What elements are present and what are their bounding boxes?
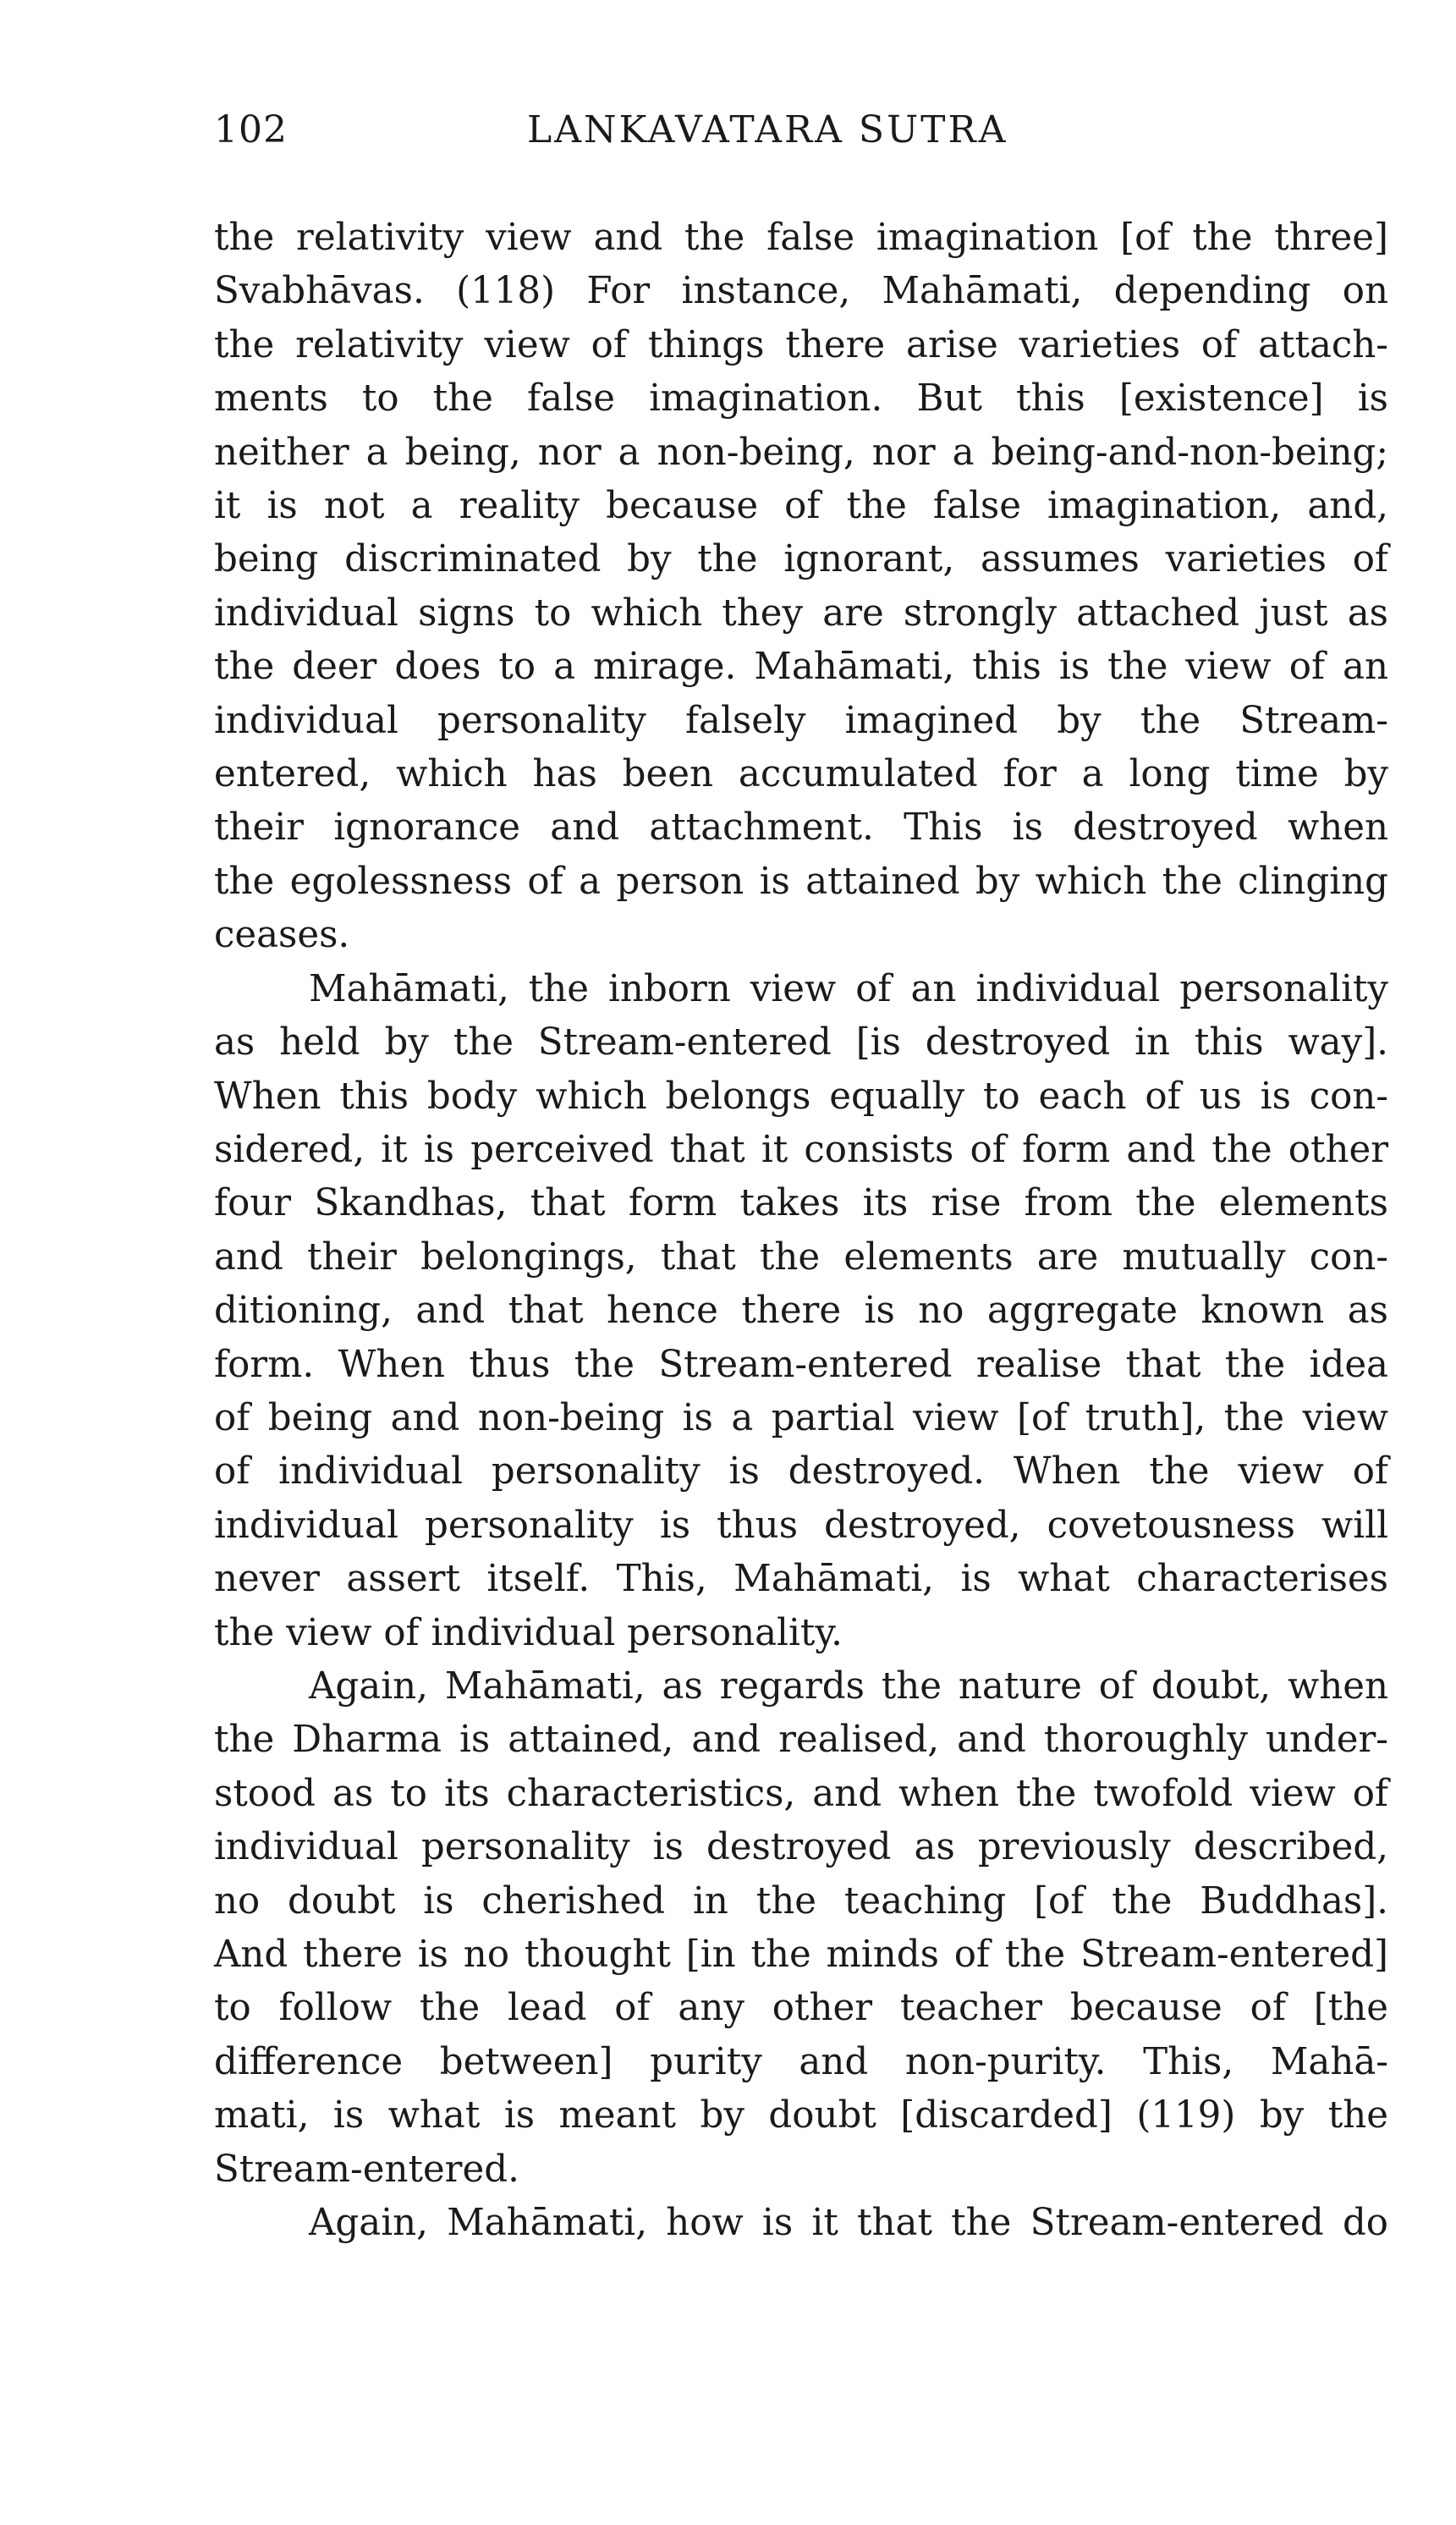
text-line: ditioning, and that hence there is no aggregate known as [214, 1290, 1388, 1333]
text-line: Svabhāvas. (118) For instance, Mahāmati, depending on [214, 270, 1388, 313]
text-line: of being and non-being is a partial view [of truth], the view [214, 1396, 1388, 1439]
text-line: neither a being, nor a non-being, nor a being-and-non-being; [214, 431, 1388, 474]
text-line: Mahāmati, the inborn view of an individual personality [309, 967, 1388, 1010]
text-line: their ignorance and attachment. This is destroyed when [214, 806, 1388, 850]
text-line: no doubt is cherished in the teaching [of the Buddhas]. [214, 1879, 1388, 1923]
text-line: individual personality is destroyed as previously described, [214, 1826, 1388, 1869]
text-line: it is not a reality because of the false imagination, and, [214, 485, 1388, 528]
text-line: individual personality is thus destroyed, covetousness will [214, 1504, 1388, 1547]
text-line: the relativity view and the false imagination [of the three] [214, 217, 1388, 259]
page-number: 102 [214, 108, 288, 151]
text-line: Again, Mahāmati, as regards the nature of doubt, when [309, 1664, 1388, 1708]
text-line: individual signs to which they are strongly attached just as [214, 591, 1388, 635]
text-line: ments to the false imagination. But this [existence] is [214, 377, 1388, 421]
text-line: being discriminated by the ignorant, assumes varieties of [214, 538, 1388, 581]
text-line: of individual personality is destroyed. When the view of [214, 1450, 1388, 1494]
body-text [214, 212, 1388, 2250]
text-line: the relativity view of things there arise varieties of attach- [214, 323, 1388, 366]
text-line: four Skandhas, that form takes its rise from the elements [214, 1182, 1388, 1225]
text-line: entered, which has been accumulated for a long time by [214, 753, 1388, 796]
text-line: Again, Mahāmati, how is it that the Stream-entered do [309, 2202, 1388, 2245]
text-line: as held by the Stream-entered [is destroyed in this way]. [214, 1021, 1388, 1064]
text-line: mati, is what is meant by doubt [discarded] (119) by the [214, 2094, 1388, 2137]
text-line: difference between] purity and non-purity. This, Mahā- [214, 2040, 1388, 2083]
text-line: form. When thus the Stream-entered realise that the idea [214, 1343, 1388, 1386]
page-header [214, 108, 1390, 159]
text-line: and their belongings, that the elements are mutually con- [214, 1235, 1388, 1279]
text-line: When this body which belongs equally to each of us is con- [214, 1075, 1388, 1118]
text-line: And there is no thought [in the minds of the Stream-entered] [214, 1934, 1388, 1976]
text-line: the Dharma is attained, and realised, and thoroughly under- [214, 1719, 1388, 1762]
text-line: the view of individual personality. [214, 1611, 843, 1654]
text-line: to follow the lead of any other teacher because of [the [214, 1987, 1388, 2030]
text-line: Stream-entered. [214, 2148, 519, 2191]
text-line: ceases. [214, 914, 350, 957]
text-line: stood as to its characteristics, and when the twofold view of [214, 1772, 1388, 1815]
text-line: individual personality falsely imagined by the Stream- [214, 699, 1388, 742]
text-line: never assert itself. This, Mahāmati, is what characterises [214, 1558, 1388, 1601]
text-line: sidered, it is perceived that it consists of form and the other [214, 1128, 1388, 1171]
text-line: the deer does to a mirage. Mahāmati, this is the view of an [214, 646, 1388, 689]
text-line: the egolessness of a person is attained by which the clinging [214, 860, 1388, 903]
running-title: LANKAVATARA SUTRA [527, 108, 1008, 151]
